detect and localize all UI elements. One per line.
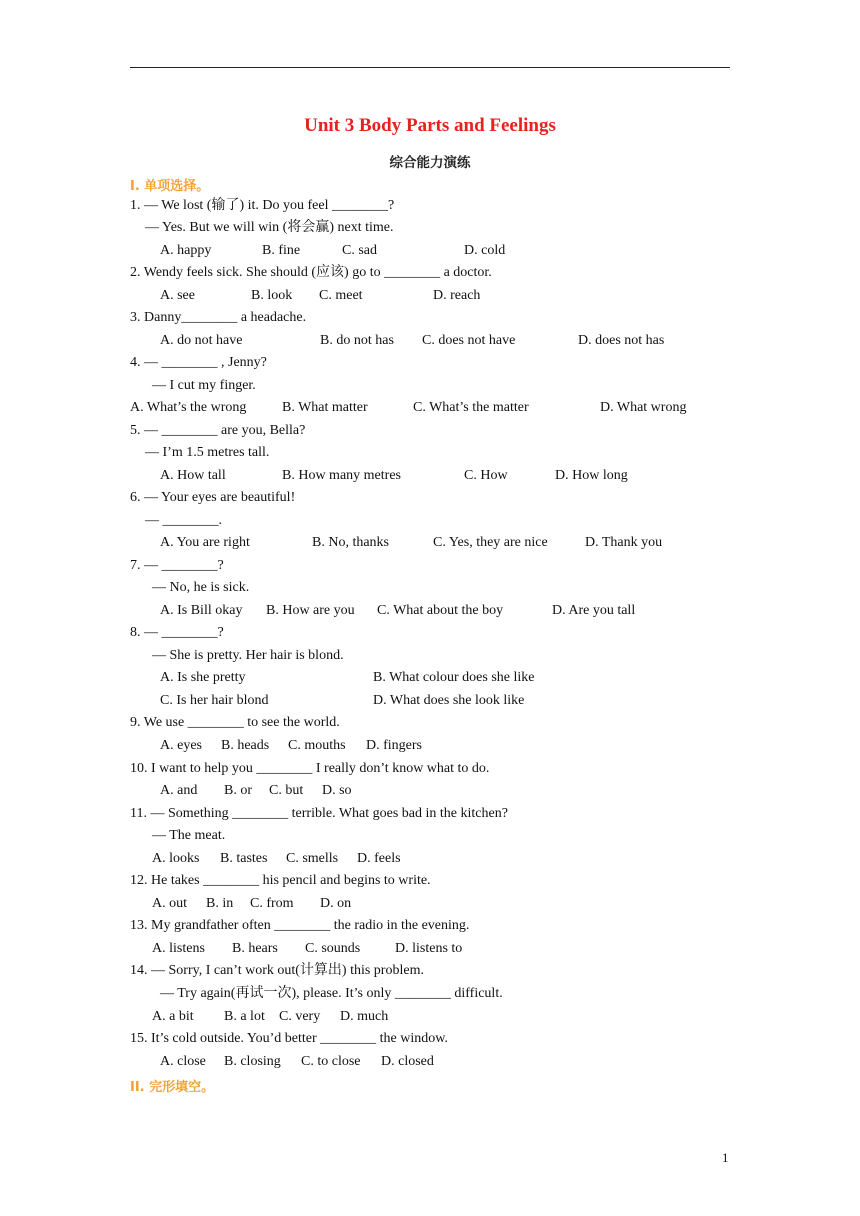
page-title: Unit 3 Body Parts and Feelings — [304, 115, 556, 136]
question-6-line-1: 6. — Your eyes are beautiful! — [130, 490, 296, 505]
question-11-option-a: A. looks — [152, 851, 200, 866]
question-9-option-b: B. heads — [221, 738, 270, 753]
question-11-option-d: D. feels — [357, 851, 401, 866]
question-9-line-1: 9. We use ________ to see the world. — [130, 715, 340, 730]
question-10-option-a: A. and — [160, 783, 198, 798]
question-2-line-1: 2. Wendy feels sick. She should (应该) go to ________ a doctor. — [130, 265, 492, 280]
question-5-option-b: B. How many metres — [282, 468, 401, 483]
question-7-option-d: D. Are you tall — [552, 603, 636, 618]
question-15-option-a: A. close — [160, 1054, 206, 1069]
question-1-option-a: A. happy — [160, 243, 212, 258]
question-6-option-b: B. No, thanks — [312, 535, 389, 550]
question-11-option-b: B. tastes — [220, 851, 268, 866]
question-6-option-a: A. You are right — [160, 535, 250, 550]
question-15-option-b: B. closing — [224, 1054, 281, 1069]
question-3-option-a: A. do not have — [160, 333, 243, 348]
question-8-option-b: B. What colour does she like — [373, 670, 535, 685]
question-14-line-2: — Try again(再试一次), please. It’s only ________ difficult. — [160, 986, 503, 1001]
question-11-line-2: — The meat. — [152, 828, 226, 843]
question-13-option-b: B. hears — [232, 941, 278, 956]
question-6-line-2: — ________. — [145, 513, 222, 528]
question-14-option-a: A. a bit — [152, 1009, 194, 1024]
question-2-option-c: C. meet — [319, 288, 363, 303]
question-5-option-d: D. How long — [555, 468, 628, 483]
question-7-option-c: C. What about the boy — [377, 603, 504, 618]
question-10-option-c: C. but — [269, 783, 304, 798]
question-7-option-a: A. Is Bill okay — [160, 603, 243, 618]
question-3-option-c: C. does not have — [422, 333, 516, 348]
question-5-line-1: 5. — ________ are you, Bella? — [130, 423, 306, 438]
question-7-line-1: 7. — ________? — [130, 558, 224, 573]
question-5-option-a: A. How tall — [160, 468, 226, 483]
question-2-option-b: B. look — [251, 288, 293, 303]
question-10-line-1: 10. I want to help you ________ I really don’t know what to do. — [130, 761, 490, 776]
question-6-option-c: C. Yes, they are nice — [433, 535, 548, 550]
question-1-option-c: C. sad — [342, 243, 377, 258]
question-3-option-d: D. does not has — [578, 333, 665, 348]
page-number: 1 — [722, 1150, 729, 1165]
section-heading-cloze: II. 完形填空。 — [130, 1080, 215, 1095]
question-14-option-d: D. much — [340, 1009, 389, 1024]
question-8-option-a: A. Is she pretty — [160, 670, 246, 685]
question-15-option-c: C. to close — [301, 1054, 361, 1069]
question-4-option-c: C. What’s the matter — [413, 400, 529, 415]
question-13-line-1: 13. My grandfather often ________ the radio in the evening. — [130, 918, 470, 933]
question-12-option-b: B. in — [206, 896, 234, 911]
question-1-line-1: 1. — We lost (输了) it. Do you feel ________? — [130, 198, 395, 213]
question-12-option-c: C. from — [250, 896, 294, 911]
question-9-option-c: C. mouths — [288, 738, 346, 753]
question-11-option-c: C. smells — [286, 851, 339, 866]
question-9-option-d: D. fingers — [366, 738, 422, 753]
question-1-option-b: B. fine — [262, 243, 301, 258]
question-11-line-1: 11. — Something ________ terrible. What goes bad in the kitchen? — [130, 806, 508, 821]
question-4-option-d: D. What wrong — [600, 400, 687, 415]
question-5-option-c: C. How — [464, 468, 508, 483]
question-15-option-d: D. closed — [381, 1054, 434, 1069]
question-3-option-b: B. do not has — [320, 333, 394, 348]
question-14-option-b: B. a lot — [224, 1009, 265, 1024]
question-14-line-1: 14. — Sorry, I can’t work out(计算出) this problem. — [130, 963, 424, 978]
question-9-option-a: A. eyes — [160, 738, 202, 753]
question-10-option-d: D. so — [322, 783, 352, 798]
question-13-option-c: C. sounds — [305, 941, 361, 956]
question-2-option-d: D. reach — [433, 288, 481, 303]
question-3-line-1: 3. Danny________ a headache. — [130, 310, 307, 325]
question-13-option-d: D. listens to — [395, 941, 463, 956]
question-12-line-1: 12. He takes ________ his pencil and begins to write. — [130, 873, 431, 888]
question-7-option-b: B. How are you — [266, 603, 355, 618]
question-4-line-1: 4. — ________ , Jenny? — [130, 355, 267, 370]
question-8-line-1: 8. — ________? — [130, 625, 224, 640]
question-14-option-c: C. very — [279, 1009, 321, 1024]
question-4-option-b: B. What matter — [282, 400, 368, 415]
question-2-option-a: A. see — [160, 288, 195, 303]
question-1-option-d: D. cold — [464, 243, 506, 258]
header-rule — [130, 67, 730, 68]
section-heading-multiple-choice: I. 单项选择。 — [130, 179, 210, 194]
question-7-line-2: — No, he is sick. — [152, 580, 250, 595]
question-10-option-b: B. or — [224, 783, 252, 798]
question-13-option-a: A. listens — [152, 941, 205, 956]
question-6-option-d: D. Thank you — [585, 535, 663, 550]
question-8-line-2: — She is pretty. Her hair is blond. — [152, 648, 344, 663]
question-5-line-2: — I’m 1.5 metres tall. — [145, 445, 270, 460]
question-8-option-c: C. Is her hair blond — [160, 693, 269, 708]
question-1-line-2: — Yes. But we will win (将会赢) next time. — [145, 220, 394, 235]
question-12-option-d: D. on — [320, 896, 352, 911]
page-subtitle: 综合能力演练 — [389, 155, 471, 171]
question-4-option-a: A. What’s the wrong — [130, 400, 247, 415]
question-12-option-a: A. out — [152, 896, 187, 911]
question-15-line-1: 15. It’s cold outside. You’d better ________ the window. — [130, 1031, 448, 1046]
question-4-line-2: — I cut my finger. — [152, 378, 256, 393]
question-8-option-d: D. What does she look like — [373, 693, 525, 708]
